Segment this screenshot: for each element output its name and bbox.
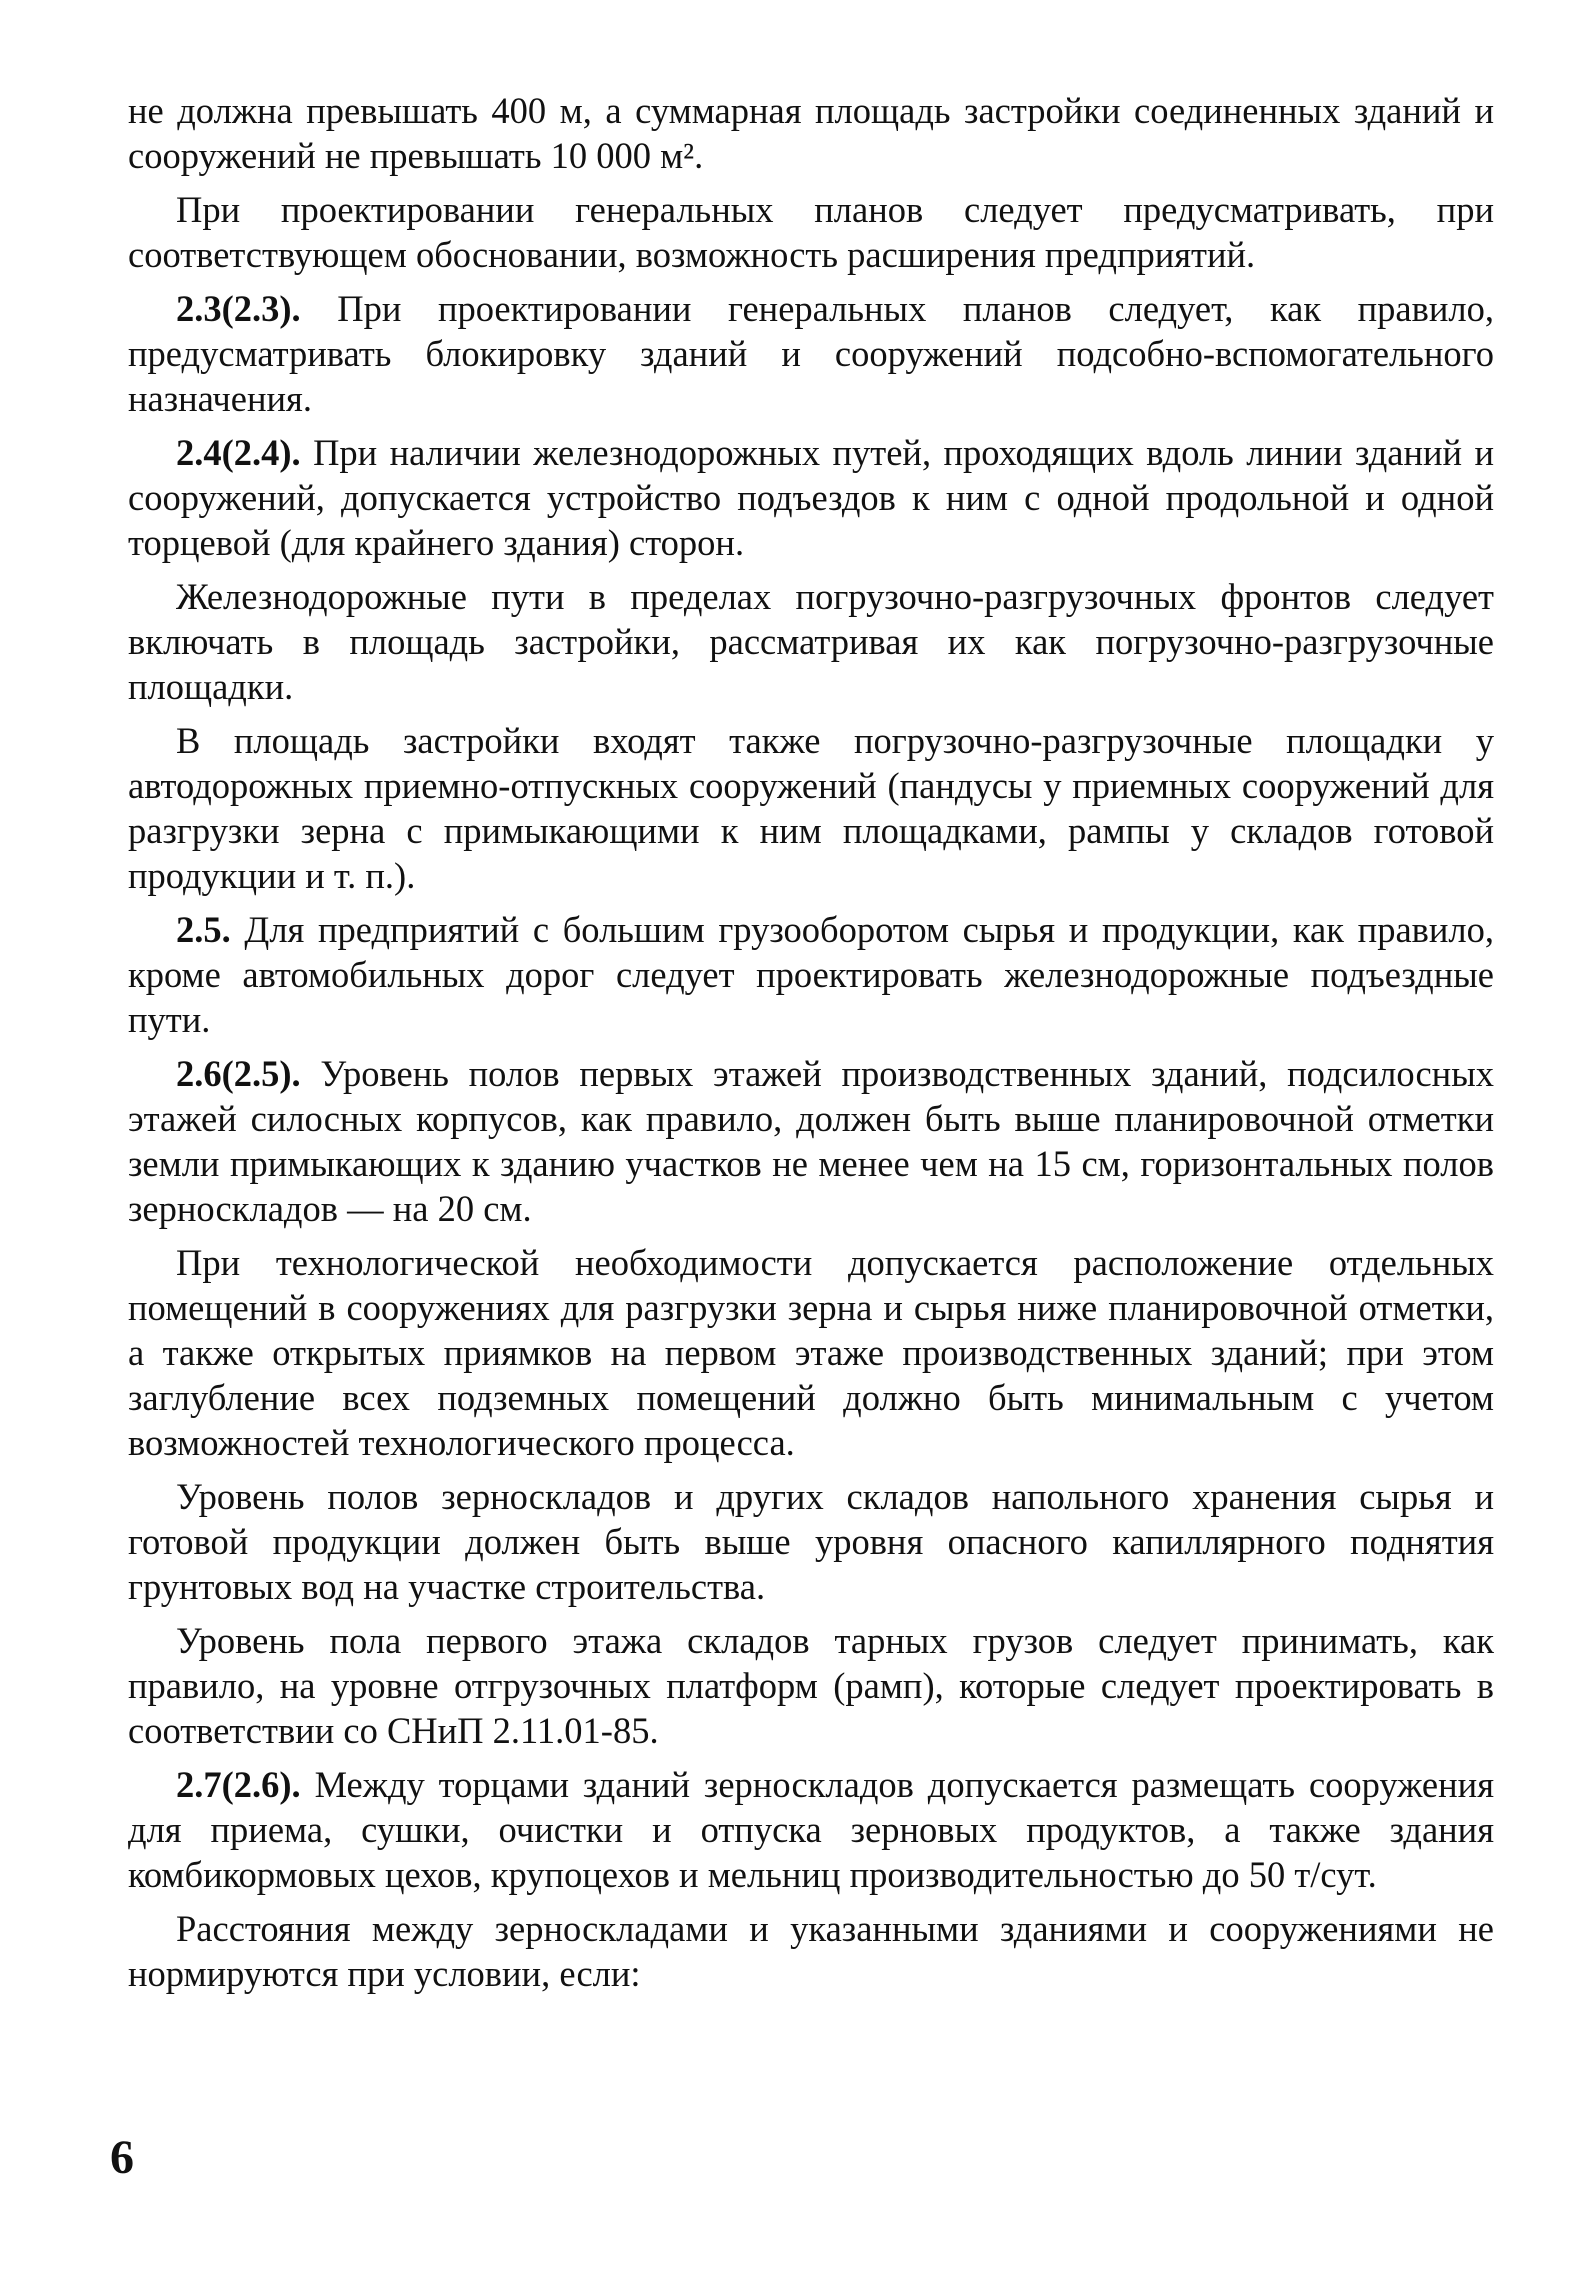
paragraph-text: Расстояния между зерноскладами и указанными зданиями и сооружениями не нормируются при условии, если:: [128, 1908, 1494, 1994]
paragraph: [128, 718, 1494, 898]
paragraph: [128, 574, 1494, 709]
section-number: 2.4(2.4).: [176, 432, 301, 473]
paragraph-text: Между торцами зданий зерноскладов допускается размещать сооружения для приема, сушки, очистки и отпуска зерновых продуктов, а также здания комбикормовых цехов, крупоцехов и мельниц производительностью до 50 т/сут.: [128, 1764, 1494, 1895]
paragraph-text: Уровень пола первого этажа складов тарных грузов следует принимать, как правило, на уровне отгрузочных платформ (рамп), которые следует проектировать в соответствии со СНиП 2.11.01-85.: [128, 1620, 1494, 1751]
paragraph: [128, 907, 1494, 1042]
paragraph: [128, 1762, 1494, 1897]
paragraph-text: При наличии железнодорожных путей, проходящих вдоль линии зданий и сооружений, допускается устройство подъездов к ним с одной продольной и одной торцевой (для крайнего здания) сторон.: [128, 432, 1494, 563]
paragraph-text: не должна превышать 400 м, а суммарная площадь застройки соединенных зданий и сооружений не превышать 10 000 м².: [128, 90, 1494, 176]
paragraph: [128, 430, 1494, 565]
body-text: [128, 88, 1494, 2005]
paragraph: [128, 1906, 1494, 1996]
section-number: 2.7(2.6).: [176, 1764, 301, 1805]
paragraph-text: При проектировании генеральных планов следует, как правило, предусматривать блокировку зданий и сооружений подсобно-вспомогательного назначения.: [128, 288, 1494, 419]
paragraph: [128, 1618, 1494, 1753]
paragraph-text: При проектировании генеральных планов следует предусматривать, при соответствующем обосновании, возможность расширения предприятий.: [128, 189, 1494, 275]
paragraph: [128, 1474, 1494, 1609]
paragraph: [128, 187, 1494, 277]
paragraph-text: Уровень полов первых этажей производственных зданий, подсилосных этажей силосных корпусов, как правило, должен быть выше планировочной отметки земли примыкающих к зданию участков не менее чем на 15 см, горизонтальных полов зерноскладов — на 20 см.: [128, 1053, 1494, 1229]
paragraph: [128, 1051, 1494, 1231]
section-number: 2.3(2.3).: [176, 288, 301, 329]
paragraph-text: Для предприятий с большим грузооборотом сырья и продукции, как правило, кроме автомобильных дорог следует проектировать железнодорожные подъездные пути.: [128, 909, 1494, 1040]
page-number: 6: [110, 2131, 134, 2184]
paragraph-text: При технологической необходимости допускается расположение отдельных помещений в сооружениях для разгрузки зерна и сырья ниже планировочной отметки, а также открытых приямков на первом этаже производственных зданий; при этом заглубление всех подземных помещений должно быть минимальным с учетом возможностей технологического процесса.: [128, 1242, 1494, 1463]
section-number: 2.6(2.5).: [176, 1053, 301, 1094]
paragraph: [128, 1240, 1494, 1465]
paragraph: [128, 88, 1494, 178]
section-number: 2.5.: [176, 909, 231, 950]
paragraph-text: Железнодорожные пути в пределах погрузочно-разгрузочных фронтов следует включать в площадь застройки, рассматривая их как погрузочно-разгрузочные площадки.: [128, 576, 1494, 707]
paragraph-text: В площадь застройки входят также погрузочно-разгрузочные площадки у автодорожных приемно-отпускных сооружений (пандусы у приемных сооружений для разгрузки зерна с примыкающими к ним площадками, рампы у складов готовой продукции и т. п.).: [128, 720, 1494, 896]
paragraph-text: Уровень полов зерноскладов и других складов напольного хранения сырья и готовой продукции должен быть выше уровня опасного капиллярного поднятия грунтовых вод на участке строительства.: [128, 1476, 1494, 1607]
paragraph: [128, 286, 1494, 421]
